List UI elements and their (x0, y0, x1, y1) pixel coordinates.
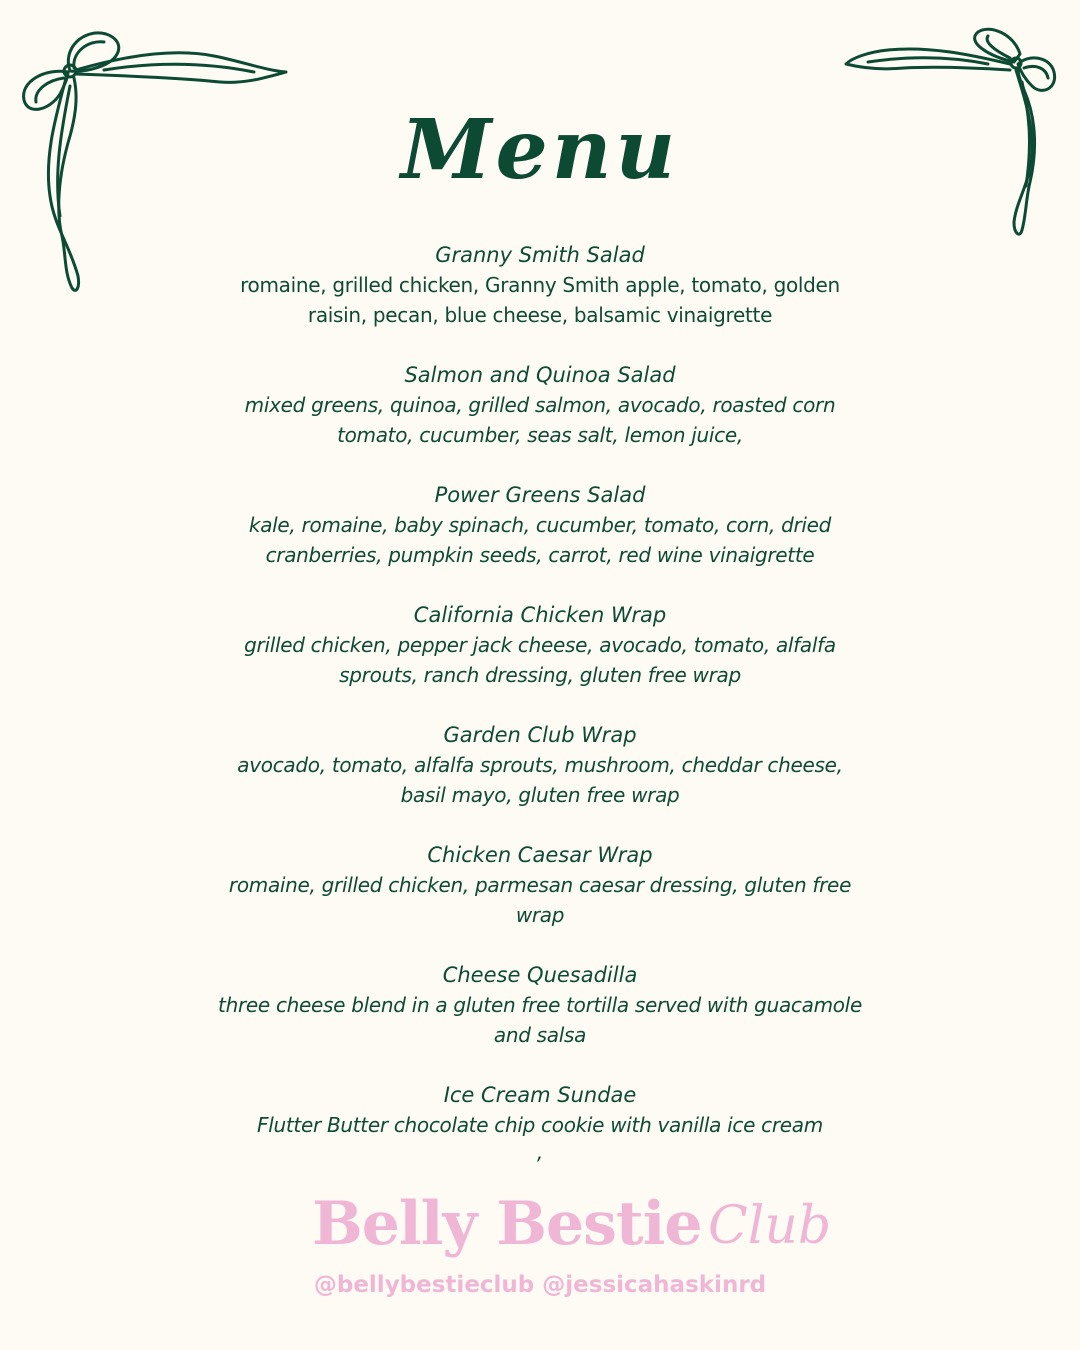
list-item (160, 360, 920, 450)
item-description: mixed greens, quinoa, grilled salmon, avocado, roasted corn (244, 393, 836, 417)
item-description: cranberries, pumpkin seeds, carrot, red wine vinaigrette (265, 543, 815, 567)
list-item (160, 960, 920, 1050)
brand-club: Club (708, 1196, 832, 1256)
list-item (160, 840, 920, 930)
item-description: avocado, tomato, alfalfa sprouts, mushroom, cheddar cheese, (237, 753, 843, 777)
brand-name: Belly Bestie (312, 1189, 702, 1259)
menu-list (160, 240, 920, 1162)
item-description: wrap (515, 903, 565, 927)
list-item (160, 480, 920, 570)
item-name: Salmon and Quinoa Salad (404, 363, 676, 387)
item-name: Cheese Quesadilla (442, 963, 638, 987)
item-description: romaine, grilled chicken, parmesan caesar dressing, gluten free (228, 873, 852, 897)
item-description: grilled chicken, pepper jack cheese, avocado, tomato, alfalfa (244, 633, 836, 657)
item-name: California Chicken Wrap (413, 603, 667, 627)
item-name: Power Greens Salad (434, 483, 646, 507)
item-description: romaine, grilled chicken, Granny Smith apple, tomato, golden (240, 273, 840, 297)
page-title: Menu (400, 102, 680, 198)
item-name: Garden Club Wrap (443, 723, 637, 747)
list-item (160, 600, 920, 690)
item-description: raisin, pecan, blue cheese, balsamic vinaigrette (307, 303, 773, 327)
item-name: Chicken Caesar Wrap (427, 843, 653, 867)
list-item (160, 1080, 920, 1140)
item-description: and salsa (493, 1023, 587, 1047)
item-name: Granny Smith Salad (435, 243, 645, 267)
social-handles: @bellybestieclub @jessicahaskinrd (313, 1272, 767, 1298)
list-item (160, 720, 920, 810)
item-description: three cheese blend in a gluten free tortilla served with guacamole (218, 993, 862, 1017)
item-description: kale, romaine, baby spinach, cucumber, tomato, corn, dried (248, 513, 832, 537)
item-description: tomato, cucumber, seas salt, lemon juice, (337, 423, 743, 447)
trailing-mark: , (536, 1140, 544, 1164)
item-name: Ice Cream Sundae (443, 1083, 637, 1107)
item-description: basil mayo, gluten free wrap (400, 783, 680, 807)
brand-logo (0, 1180, 1080, 1270)
item-description: sprouts, ranch dressing, gluten free wrap (339, 663, 741, 687)
item-description: Flutter Butter chocolate chip cookie with vanilla ice cream (257, 1113, 823, 1137)
list-item (160, 240, 920, 330)
